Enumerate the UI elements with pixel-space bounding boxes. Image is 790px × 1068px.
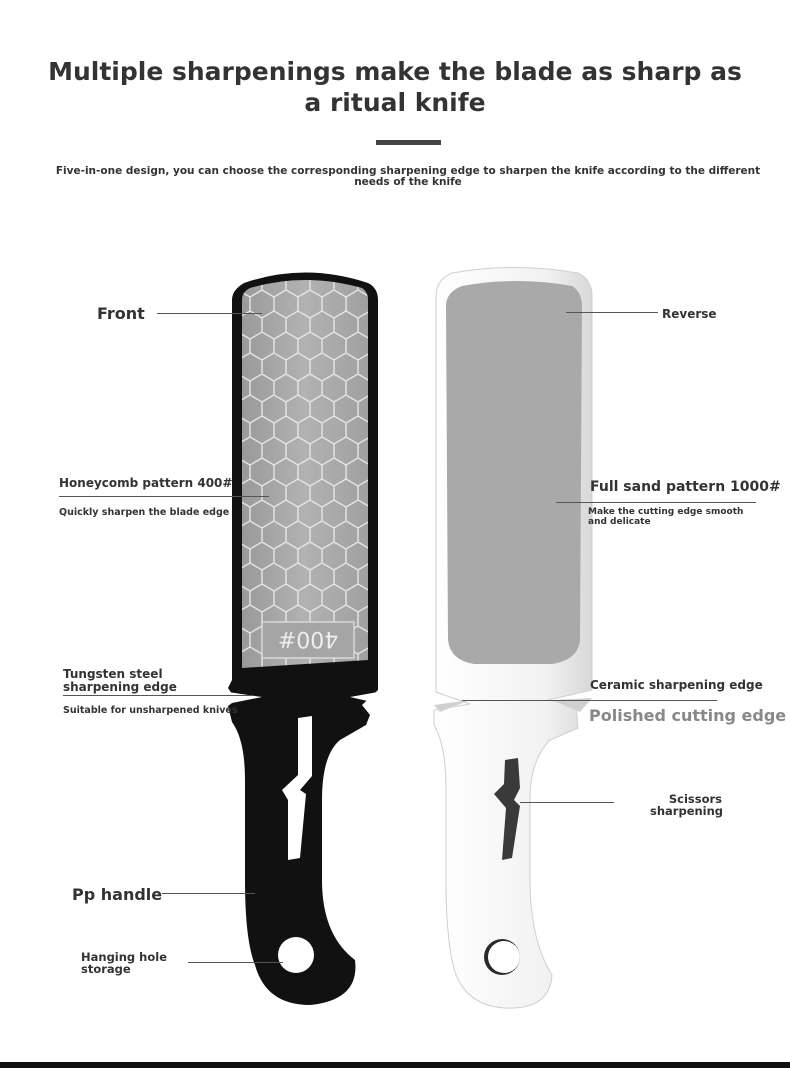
sand-plate (446, 281, 582, 664)
black-sharpener (228, 273, 378, 1006)
label-tungsten-desc: Suitable for unsharpened knives (63, 705, 238, 716)
label-sand-desc: Make the cutting edge smooth and delicate (588, 507, 744, 527)
white-sharpener (434, 268, 592, 1009)
page-title: Multiple sharpenings make the blade as sharp as a ritual knife (48, 57, 742, 117)
grit-label-text: 400# (277, 626, 339, 651)
leader-line-sand (556, 502, 756, 503)
label-ceramic: Ceramic sharpening edge (590, 678, 763, 692)
label-hanging: Hanging hole storage (81, 950, 167, 976)
leader-line-front (157, 313, 262, 314)
leader-line-honeycomb (59, 496, 269, 497)
leader-line-ceramic (462, 700, 717, 701)
bottom-border (0, 1062, 790, 1068)
leader-line-tungsten (63, 695, 253, 696)
label-handle: Pp handle (72, 885, 163, 904)
hanging-hole-white (488, 941, 520, 973)
label-front: Front (97, 304, 145, 323)
hanging-hole-black (278, 937, 314, 973)
label-tungsten-title: Tungsten steel sharpening edge (63, 667, 177, 694)
label-honeycomb-title: Honeycomb pattern 400# (59, 476, 233, 490)
leader-line-hanging (188, 962, 283, 963)
label-polished: Polished cutting edge (589, 706, 787, 725)
leader-line-scissors (520, 802, 614, 803)
label-scissors: Scissors sharpening (650, 792, 724, 818)
label-sand-title: Full sand pattern 1000# (590, 479, 781, 495)
leader-line-handle (162, 893, 255, 894)
label-reverse: Reverse (662, 307, 717, 321)
label-honeycomb-desc: Quickly sharpen the blade edge (59, 507, 230, 518)
page-subtitle: Five-in-one design, you can choose the corresponding sharpening edge to sharpen the knife according to the different needs of the knife (55, 165, 761, 188)
leader-line-reverse (566, 312, 658, 313)
